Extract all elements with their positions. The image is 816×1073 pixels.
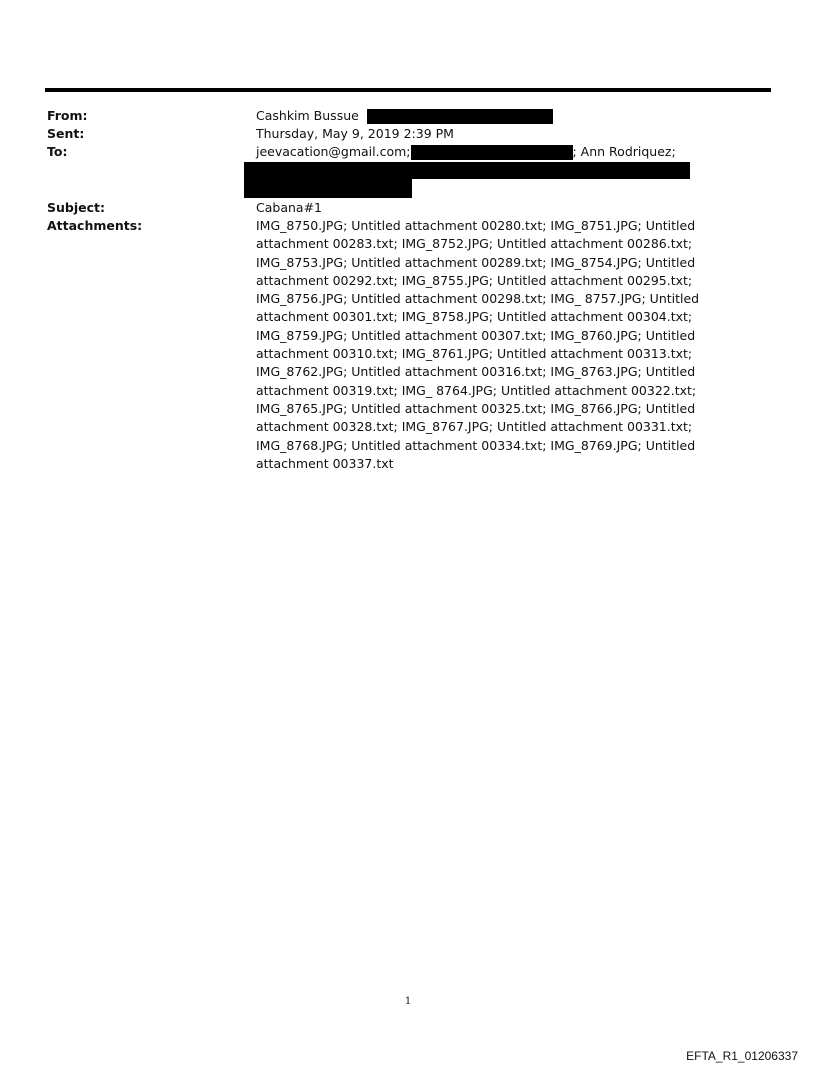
redaction-block — [367, 109, 553, 124]
attachments-label: Attachments: — [47, 218, 143, 233]
page-number: 1 — [404, 996, 412, 1007]
redaction-block — [411, 145, 573, 160]
attachments-list: IMG_8750.JPG; Untitled attachment 00280.txt; IMG_8751.JPG; Untitled attachment 00283.txt; IMG_8752.JPG; Untitled attachment 00286.txt; IMG_8753.JPG; Untitled attachment 00289.txt; IMG_8754.JPG; Untitled attachment 00292.txt; IMG_8755.JPG; Untitled attachment 00295.txt; IMG_8756.JPG; Untitled attachment 00298.txt; IMG_ 8757.JPG; Untitled attachment 00301.txt; IMG_8758.JPG; Untitled attachment 00304.txt; IMG_8759.JPG; Untitled attachment 00307.txt; IMG_8760.JPG; Untitled attachment 00310.txt; IMG_8761.JPG; Untitled attachment 00313.txt; IMG_8762.JPG; Untitled attachment 00316.txt; IMG_8763.JPG; Untitled attachment 00319.txt; IMG_ 8764.JPG; Untitled attachment 00322.txt; IMG_8765.JPG; Untitled attachment 00325.txt; IMG_8766.JPG; Untitled attachment 00328.txt; IMG_8767.JPG; Untitled attachment 00331.txt; IMG_8768.JPG; Untitled attachment 00334.txt; IMG_8769.JPG; Untitled attachment 00337.txt — [256, 218, 700, 471]
header-divider — [45, 88, 771, 92]
bates-number: EFTA_R1_01206337 — [686, 1049, 798, 1063]
subject-value: Cabana#1 — [256, 200, 322, 215]
recipient-name: ; Ann Rodriquez; — [572, 144, 676, 159]
sent-value: Thursday, May 9, 2019 2:39 PM — [256, 126, 454, 141]
sent-label: Sent: — [47, 126, 85, 141]
recipient-email: jeevacation@gmail.com; — [256, 144, 411, 159]
to-label: To: — [47, 144, 68, 159]
subject-label: Subject: — [47, 200, 105, 215]
to-value — [256, 143, 676, 161]
redaction-block — [244, 179, 412, 198]
redaction-block — [244, 162, 690, 179]
from-label: From: — [47, 108, 88, 123]
sender-name: Cashkim Bussue — [256, 108, 359, 123]
from-value — [256, 107, 553, 125]
